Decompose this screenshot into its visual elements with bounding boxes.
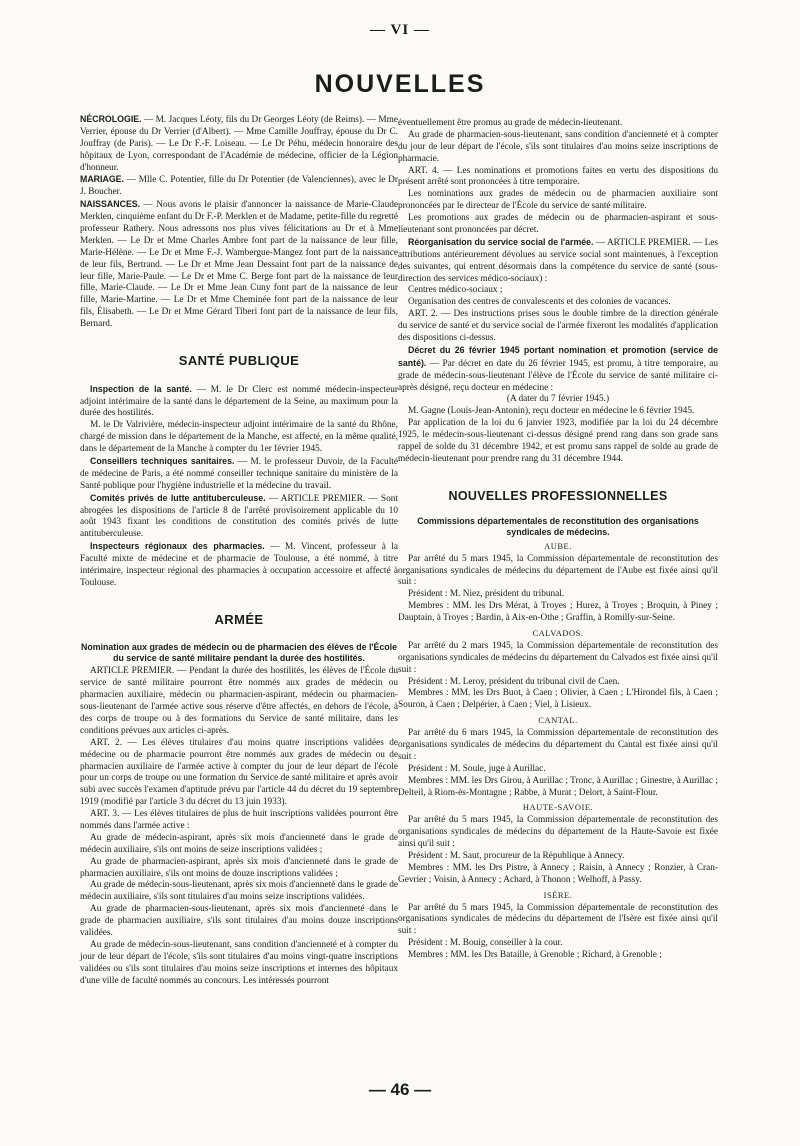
dept-calvados: CALVADOS. (532, 628, 584, 639)
article-premier: ARTICLE PREMIER. — Pendant la durée des hostilités, les élèves de l'École du service de santé militaire pourront être nommés aux grades de médecin ou pharmacien auxiliaire, médecin ou pharmacien-aspirant, médecin ou pharmacien-sous-lieutenant de l'armée active sous réserve d'être affectés, en dehors de l'école, à des corps de troupe ou à des formations du Service de santé militaire, dans les conditions prévues aux articles ci-après. (80, 666, 398, 736)
pharmacien-sous-lieutenant-paragraph: Au grade de pharmacien-sous-lieutenant, sans condition d'ancienneté et à compter du jour de leur départ de l'école, s'ils sont titulaires d'au moins seize inscriptions de pharmacie. (398, 129, 718, 164)
naissances-lead: NAISSANCES. (80, 199, 141, 210)
paragraph-pharmacien-sous-lieutenant: Au grade de pharmacien-sous-lieutenant, après six mois d'ancienneté dans le grade de pharmacien auxiliaire, s'ils sont titulaires d'au moins douze inscriptions validées. (80, 904, 398, 938)
article-2-right: ART. 2. — Des instructions prises sous le double timbre de la direction générale du service de santé et du service social de l'armée fixeront les modalités d'application des dispositions ci-dessus. (398, 309, 718, 344)
dept-isere: ISÈRE. (543, 889, 573, 900)
cantal-president: Président : M. Soule, juge à Aurillac. (408, 763, 546, 774)
haute-savoie-president: Président : M. Saut, procureur de la République à Annecy. (408, 851, 625, 861)
calvados-membres: Membres : MM. les Drs Buot, à Caen ; Olivier, à Caen ; L'Hirondel fils, à Caen ; Souron, à Caen ; Delpérier, à Caen ; Viel, à Lisieux. (398, 688, 718, 711)
naissances-paragraph (80, 199, 398, 331)
calvados-president: Président : M. Leroy, président du tribunal civil de Caen. (408, 676, 620, 687)
isere-paragraph: Par arrêté du 5 mars 1945, la Commission départementale de reconstitution des organisations syndicales de médecins du département de l'Isère est fixée ainsi qu'il suit : (398, 902, 718, 937)
inspecteurs-pharmacies-lead: Inspecteurs régionaux des pharmacies. (90, 541, 265, 552)
reorganisation-lead: Réorganisation du service social de l'armée. (408, 236, 594, 247)
section-title-sante-publique: SANTÉ PUBLIQUE (178, 353, 300, 369)
gagne-paragraph: M. Gagne (Louis-Jean-Antonin), reçu docteur en médecine le 6 février 1945. (408, 406, 695, 417)
page-title: NOUVELLES (314, 70, 486, 98)
conseillers-lead: Conseillers techniques sanitaires. (90, 456, 235, 466)
centres-item: Centres médico-sociaux ; (408, 285, 503, 296)
cantal-paragraph: Par arrêté du 6 mars 1945, la Commission départementale de reconstitution des organisations syndicales de médecins du département du Cantal est fixée ainsi qu'il suit : (398, 728, 718, 762)
dept-aube: AUBE. (544, 540, 572, 551)
mariage-lead: MARIAGE. (80, 174, 124, 185)
mariage-text: — Mlle C. Potentier, fille du Dr Potentier (de Valenciennes), avec le Dr J. Boucher. (80, 175, 398, 198)
nominations-paragraph: Les nominations aux grades de médecin ou de pharmacien auxiliaire sont prononcées par le directeur de l'École du service de santé militaire. (398, 189, 718, 212)
section-title-nouvelles-professionnelles: NOUVELLES PROFESSIONNELLES (448, 488, 668, 503)
right-column (398, 118, 718, 962)
reorganisation-text: — ARTICLE PREMIER. — Les attributions antérieurement dévolues au service social sont maintenues, à l'exception des suivantes, qui entrent désormais dans la compétence du service de santé (sous-direction des services médico-sociaux) : (398, 237, 719, 284)
comites-lead: Comités privés de lutte antituberculeuse. (90, 492, 266, 503)
left-column (80, 114, 398, 987)
conseillers-text: — M. le professeur Duvoir, de la Faculté de médecine de Paris, a été nommé conseiller technique sanitaire du ministère de la Santé publique pour l'hygiène industrielle et la médecine du travail. (80, 457, 398, 491)
decret-paragraph (398, 345, 718, 395)
article-3: ART. 3. — Les élèves titulaires de plus de huit inscriptions validées pourront être nommés dans l'armée active : (80, 809, 398, 831)
section-title-armee: ARMÉE (214, 611, 264, 627)
comites-paragraph (80, 493, 398, 542)
inspection-paragraph (80, 384, 398, 421)
inspecteurs-pharmacies-paragraph (80, 541, 398, 590)
mariage-paragraph (80, 174, 398, 199)
dept-cantal: CANTAL. (538, 715, 578, 726)
nomination-subheading: Nomination aux grades de médecin ou de pharmacien des élèves de l'École du service de santé militaire pendant la durée des hostilités. (81, 642, 397, 664)
inspection-text: — M. le Dr Clerc est nommé médecin-inspecteur adjoint intérimaire de la santé dans le département de la Seine, au maximum pour la durée des hostilités. (80, 384, 398, 419)
haute-savoie-paragraph: Par arrêté du 5 mars 1945, la Commission départementale de reconstitution des organisations syndicales de médecins du département de la Haute-Savoie est fixée ainsi qu'il suit : (398, 815, 718, 850)
continuation-paragraph: éventuellement être promus au grade de médecin-lieutenant. (398, 118, 623, 128)
promotions-paragraph: Les promotions aux grades de médecin ou de pharmacien-aspirant et sous-lieutenant sont prononcées par décret. (398, 213, 718, 236)
paragraph-pharmacien-aspirant: Au grade de pharmacien-aspirant, après six mois d'ancienneté dans le grade de pharmacien auxiliaire, s'ils ont moins de douze inscriptions validées ; (80, 856, 398, 879)
paragraph-medecin-sous-lieutenant-sans-condition: Au grade de médecin-sous-lieutenant, sans condition d'ancienneté et à compter du jour de leur départ de l'école, s'ils sont titulaires d'au moins vingt-quatre inscriptions validées ou s'ils sont titulaires d'au moins seize inscriptions et internes des hôpitaux d'une ville de faculté nommés au concours. Les intéressés pourront (80, 939, 398, 986)
decret-text: — Par décret en date du 26 février 1945, est promu, à titre temporaire, au grade de médecin-sous-lieutenant l'élève de l'École du service de santé militaire ci-après désigné, reçu docteur en médecine : (398, 358, 718, 393)
decret-lead: Décret du 26 février 1945 portant nomination et promotion (service de santé). (398, 344, 718, 368)
haute-savoie-membres: Membres : MM. les Drs Pistre, à Annecy ; Raisin, à Annecy ; Ronzier, à Cran-Gevrier ; Voisin, à Annecy ; Achard, à Thonon ; Welhoff, à Passy. (398, 862, 718, 885)
isere-president: Président : M. Bouig, conseiller à la cour. (408, 938, 563, 949)
inspecteurs-pharmacies-text: — M. Vincent, professeur à la Faculté mixte de médecine et de pharmacie de Toulouse, a été nommé, à titre intérimaire, inspecteur régional des pharmacies à occupation accessoire et affecté à Toulouse. (80, 542, 399, 588)
aube-membres: Membres : MM. les Drs Mérat, à Troyes ; Hurez, à Troyes ; Broquin, à Piney ; Dauptain, à Troyes ; Bardin, à Aix-en-Othe ; Graffin, à Romilly-sur-Seine. (398, 601, 718, 624)
cantal-membres: Membres : MM. les Drs Girou, à Aurillac ; Tronc, à Aurillac ; Ginestre, à Aurillac ; Delteil, à Riom-ès-Montagne ; Rabbe, à Murat ; Delort, à Saint-Flour. (398, 775, 718, 798)
commissions-subheading: Commissions départementales de reconstitution des organisations syndicales de médecins. (417, 515, 699, 537)
article-4: ART. 4. — Les nominations et promotions faites en vertu des dispositions du présent arrêté sont prononcées à titre temporaire. (398, 165, 718, 188)
date-line: (A dater du 7 février 1945.) (506, 394, 610, 405)
page-number: — 46 — (368, 1080, 432, 1099)
article-2: ART. 2. — Les élèves titulaires d'au moins quatre inscriptions validées de médecine ou de pharmacie pourront être nommés aux grades de médecin ou de pharmacien auxiliaire de l'armée active à compter du jour de leur départ de l'école pour un corps de troupe ou une formation du Service de santé militaire et après avoir subi avec succès l'examen d'aptitude prévu par l'article 44 du décret du 19 septembre 1919 (modifié par l'article 3 du décret du 13 juin 1933). (80, 737, 398, 808)
inspection-lead: Inspection de la santé. (90, 383, 192, 394)
organisation-item: Organisation des centres de convalescents et des colonies de vacances. (408, 297, 671, 308)
aube-president: Président : M. Niez, président du tribunal. (408, 589, 565, 600)
necrologie-text: — M. Jacques Léoty, fils du Dr Georges Léoty (de Reims). — Mme Verrier, épouse du Dr Verrier (d'Albert). — Mme Camille Jouffray, épouse du Dr C. Jouffray (de Paris). — Le Dr F.-F. Loiseau. — Le Dr Péhu, médecin honoraire des hôpitaux de Lyon, correspondant de l'Académie de médecine, officier de la Légion d'honneur. (80, 115, 398, 173)
valriviere-paragraph: M. le Dr Valrivière, médecin-inspecteur adjoint intérimaire de la santé du Rhône, chargé de mission dans le département de la Manche, est affecté, en la même qualité, dans le département de la Manche à compter du 1er février 1945. (80, 420, 398, 455)
aube-paragraph: Par arrêté du 5 mars 1945, la Commission départementale de reconstitution des organisations syndicales de médecins du département de l'Aube est fixée ainsi qu'il suit : (398, 553, 718, 588)
loi-paragraph: Par application de la loi du 6 janvier 1923, modifiée par la loi du 24 décembre 1925, le médecin-sous-lieutenant ci-dessus désigné prend rang dans son grade sans rappel de solde du 31 décembre 1942, et est promu sans rappel de solde au grade de médecin-lieutenant pour prendre rang du 31 décembre 1944. (398, 418, 718, 464)
paragraph-medecin-aspirant: Au grade de médecin-aspirant, après six mois d'ancienneté dans le grade de médecin auxiliaire, s'ils ont moins de seize inscriptions validées ; (80, 832, 398, 855)
isere-membres: Membres : MM. les Drs Bataille, à Grenoble ; Richard, à Grenoble ; (408, 950, 662, 961)
reorganisation-paragraph (398, 237, 718, 286)
naissances-text: — Nous avons le plaisir d'annoncer la naissance de Marie-Claude Merklen, cinquième enfant du Dr F.-P. Merklen et de Madame, petite-fille du regretté professeur Rathery. Nous adressons nos plus vives félicitations au Dr et à Mme Merklen. — Le Dr et Mme Charles Ambre font part de la naissance de leur fille, Marie-Hélène. — Le Dr et Mme F.-J. Wambergue-Mangez font part de la naissance de leur fils, Bertrand. — Le Dr et Mme Jean Dessaint font part de la naissance de leur fille, Marie-Paule. — Le Dr et Mme C. Berge font part de la naissance de leur fille, Marie-Claude. — Le Dr et Mme Jean Cuny font part de la naissance de leur fille, Marie-Martine. — Le Dr et Mme Cheminée font part de la naissance de leur fils, Élisabeth. — Le Dr et Mme Gérard Tiberi font part de la naissance de leur fils, Bernard. (80, 200, 398, 330)
necrologie-lead: NÉCROLOGIE. (80, 114, 142, 124)
calvados-paragraph: Par arrêté du 2 mars 1945, la Commission départementale de reconstitution des organisations syndicales de médecins du département du Calvados est fixée ainsi qu'il suit : (398, 640, 718, 675)
comites-text: — ARTICLE PREMIER. — Sont abrogées les dispositions de l'article 8 de l'arrêté provisoirement applicable du 10 août 1943 fixant les conditions de constitution des comités privés de lutte antituberculeuse. (80, 493, 398, 540)
conseillers-paragraph (80, 456, 398, 493)
necrologie-paragraph (80, 114, 398, 174)
paragraph-medecin-sous-lieutenant: Au grade de médecin-sous-lieutenant, après six mois d'ancienneté dans le grade de médecin auxiliaire, s'ils sont titulaires d'au moins seize inscriptions validées. (80, 880, 398, 903)
dept-haute-savoie: HAUTE-SAVOIE. (522, 802, 594, 813)
roman-page-number: — VI — (370, 22, 430, 38)
